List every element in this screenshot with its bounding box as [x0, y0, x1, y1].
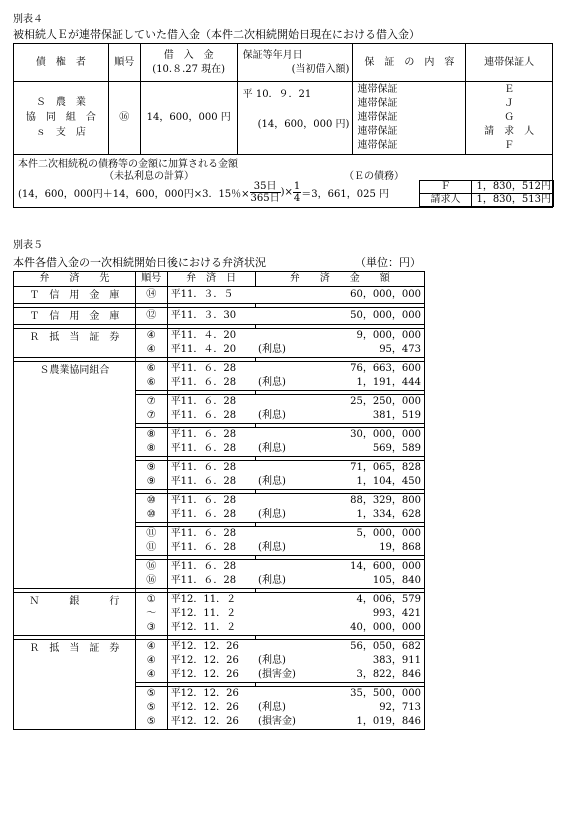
- table5-header-row: [14, 272, 425, 287]
- payee-cell: Ｔ 信 用 金 庫: [14, 287, 136, 304]
- payment-date-cell: 平11．６．28: [167, 508, 255, 523]
- payment-amount: 105，840: [372, 575, 421, 586]
- payment-date-cell: 平11．６．28: [167, 428, 255, 443]
- payment-date-cell: 平11．６．28: [167, 494, 255, 509]
- payment-amount: 30，000，000: [350, 429, 421, 440]
- result-label: 請求人: [420, 194, 472, 207]
- payment-amount: 1，334，628: [356, 509, 421, 520]
- order-no-cell: ④: [135, 343, 167, 358]
- payment-date-cell: 平12．12．26: [167, 640, 255, 655]
- payment-amount-cell: [255, 395, 424, 410]
- payment-amount-cell: [255, 308, 424, 325]
- calc-subheading: （未払利息の計算）: [104, 171, 194, 182]
- payment-amount-cell: [255, 701, 424, 715]
- content-line: 連帯保証: [357, 140, 398, 151]
- payment-note: (利息): [258, 509, 286, 520]
- header-amount: 弁 済 金 額: [255, 272, 424, 287]
- order-no-cell: ⑧: [135, 428, 167, 443]
- order-no-cell: ③: [135, 621, 167, 636]
- payment-amount: 14，600，000: [350, 561, 421, 572]
- payment-date-cell: 平11．６．28: [167, 527, 255, 542]
- payment-amount-cell: [255, 668, 424, 683]
- payment-date-cell: 平12．11．２: [167, 607, 255, 621]
- order-no-cell: ⑯: [135, 574, 167, 589]
- payment-amount: 1，191，444: [356, 377, 421, 388]
- order-no-cell: ⑩: [135, 508, 167, 523]
- guarantor-name: Ｆ: [504, 140, 515, 151]
- payment-date-cell: 平11．４．20: [167, 329, 255, 344]
- payment-date-cell: 平11．６．28: [167, 409, 255, 424]
- payment-note: (利息): [258, 410, 286, 421]
- payment-amount: 25，250，000: [350, 396, 421, 407]
- payment-date-cell: 平12．12．26: [167, 715, 255, 730]
- payment-amount: 3，822，846: [356, 669, 421, 680]
- payment-amount-cell: [255, 715, 424, 730]
- table5-unit: （単位：円）: [355, 256, 421, 269]
- payment-date-cell: 平12．11．２: [167, 621, 255, 636]
- payment-amount-cell: [255, 428, 424, 443]
- header-no: 順号: [135, 272, 167, 287]
- payment-amount-cell: [255, 640, 424, 655]
- payment-date-cell: 平11．６．28: [167, 395, 255, 410]
- table4-title: 被相続人Ｅが連帯保証していた借入金（本件二次相続開始日現在における借入金）: [13, 28, 420, 41]
- guarantor-name: Ｅ: [504, 84, 515, 95]
- order-no-cell: ④: [135, 654, 167, 668]
- payment-amount: 88，329，800: [350, 495, 421, 506]
- payment-amount-cell: [255, 442, 424, 457]
- payment-date-cell: 平11．６．28: [167, 376, 255, 391]
- content-line: 連帯保証: [357, 126, 398, 137]
- guarantors-cell: [466, 82, 553, 155]
- payment-date-cell: 平11．６．28: [167, 560, 255, 575]
- payment-note: (利息): [258, 476, 286, 487]
- order-no-cell: ～: [135, 607, 167, 621]
- guarantee-content-cell: [353, 82, 466, 155]
- amount-cell: 14，600，000 円: [140, 82, 237, 155]
- header-creditor: 債 権 者: [14, 44, 109, 82]
- payment-amount: 569，589: [372, 443, 421, 454]
- payment-date-cell: 平11．４．20: [167, 343, 255, 358]
- payment-amount-cell: [255, 287, 424, 304]
- guarantor-name: 請 求 人: [484, 126, 535, 137]
- payment-amount-cell: [255, 687, 424, 702]
- header-guarantors: 連帯保証人: [466, 44, 553, 82]
- payment-amount: 95，473: [379, 344, 421, 355]
- payment-amount-cell: [255, 607, 424, 621]
- payment-amount: 9，000，000: [356, 330, 421, 341]
- order-no-cell: ⑫: [135, 308, 167, 325]
- payment-note: (損害金): [258, 669, 296, 680]
- content-line: 連帯保証: [357, 98, 398, 109]
- payment-note: (利息): [258, 542, 286, 553]
- payee-cell: Ｓ農業協同組合: [14, 362, 136, 589]
- no-cell: ⑯: [108, 82, 140, 155]
- calc-result-table: [419, 180, 554, 207]
- payee-cell: Ｔ 信 用 金 庫: [14, 308, 136, 325]
- payment-amount: 71，065，828: [350, 462, 421, 473]
- payment-amount-cell: [255, 541, 424, 556]
- order-no-cell: ④: [135, 329, 167, 344]
- payment-amount: 56，050，682: [350, 641, 421, 652]
- fraction-quarter: $\frac{1}{4}$: [293, 181, 301, 204]
- order-no-cell: ⑤: [135, 701, 167, 715]
- payment-row: [14, 308, 425, 325]
- header-no: 順号: [108, 44, 140, 82]
- payment-amount: 1，104，450: [356, 476, 421, 487]
- payment-note: (利息): [258, 377, 286, 388]
- payment-amount: 50，000，000: [350, 310, 421, 321]
- payment-row: [14, 287, 425, 304]
- header-guarantee-content: 保 証 の 内 容: [353, 44, 466, 82]
- calculation-box: [13, 154, 553, 208]
- order-no-cell: ⑦: [135, 409, 167, 424]
- table4-header-row: [14, 44, 553, 82]
- payment-row: [14, 362, 425, 377]
- payment-amount: 5，000，000: [356, 528, 421, 539]
- payment-date-cell: 平11．３．５: [167, 287, 255, 304]
- creditor-cell: Ｓ 農 業 協 同 組 合 ｓ 支 店: [14, 82, 109, 155]
- fraction-days: $\frac{\text{35日}}{\text{365日}}$: [250, 181, 280, 204]
- table5: [13, 271, 425, 730]
- payment-date-cell: 平11．６．28: [167, 541, 255, 556]
- content-line: 連帯保証: [357, 112, 398, 123]
- calc-debtor: （Ｅの債務）: [344, 171, 404, 182]
- payee-cell: Ｎ 銀 行: [14, 593, 136, 636]
- payee-cell: Ｒ 抵 当 証 券: [14, 640, 136, 730]
- payment-date-cell: 平11．３．30: [167, 308, 255, 325]
- payment-amount: 993，421: [372, 608, 421, 619]
- payment-note: (利息): [258, 344, 286, 355]
- payment-date-cell: 平12．11．２: [167, 593, 255, 608]
- payee-cell: Ｒ 抵 当 証 券: [14, 329, 136, 358]
- header-date: 弁 済 日: [167, 272, 255, 287]
- payment-amount-cell: [255, 362, 424, 377]
- payment-date-cell: 平12．12．26: [167, 701, 255, 715]
- guarantor-name: Ｇ: [504, 112, 515, 123]
- result-value: 1，830，512円: [472, 181, 554, 194]
- header-payee: 弁 済 先: [14, 272, 136, 287]
- payment-amount-cell: [255, 508, 424, 523]
- payment-amount-cell: [255, 329, 424, 344]
- payment-row: [14, 640, 425, 655]
- payment-note: (利息): [258, 575, 286, 586]
- table4-data-row: [14, 82, 553, 155]
- order-no-cell: ⑧: [135, 442, 167, 457]
- payment-amount-cell: [255, 494, 424, 509]
- order-no-cell: ④: [135, 668, 167, 683]
- payment-row: [14, 329, 425, 344]
- payment-date-cell: 平11．６．28: [167, 461, 255, 476]
- order-no-cell: ①: [135, 593, 167, 608]
- order-no-cell: ⑯: [135, 560, 167, 575]
- payment-date-cell: 平11．６．28: [167, 475, 255, 490]
- payment-row: [14, 593, 425, 608]
- order-no-cell: ⑩: [135, 494, 167, 509]
- order-no-cell: ⑭: [135, 287, 167, 304]
- payment-date-cell: 平12．12．26: [167, 668, 255, 683]
- table5-label: 別表５: [13, 240, 43, 251]
- payment-amount-cell: [255, 475, 424, 490]
- payment-date-cell: 平12．12．26: [167, 654, 255, 668]
- payment-amount: 381，519: [372, 410, 421, 421]
- payment-amount: 40，000，000: [350, 622, 421, 633]
- payment-note: (利息): [258, 702, 286, 713]
- content-line: 連帯保証: [357, 84, 398, 95]
- payment-amount-cell: [255, 461, 424, 476]
- payment-amount: 1，019，846: [356, 716, 421, 727]
- calc-formula: (14，600，000円＋14，600，000円×3．15％× $\frac{\text{35日}}{\text{365日}}$ )× $\frac{1}{4}$ ＝3，661，025 円: [18, 181, 390, 204]
- guarantor-name: Ｊ: [504, 98, 515, 109]
- order-no-cell: ④: [135, 640, 167, 655]
- payment-amount: 19，868: [379, 542, 421, 553]
- payment-date-cell: 平11．６．28: [167, 362, 255, 377]
- payment-amount-cell: [255, 654, 424, 668]
- payment-date-cell: 平11．６．28: [167, 442, 255, 457]
- payment-date-cell: 平12．12．26: [167, 687, 255, 702]
- payment-amount-cell: [255, 376, 424, 391]
- payment-amount: 4，006，579: [356, 594, 421, 605]
- result-value: 1，830，513円: [472, 194, 554, 207]
- payment-amount: 383，911: [372, 655, 421, 666]
- order-no-cell: ⑤: [135, 687, 167, 702]
- table5-title: 本件各借入金の一次相続開始日後における弁済状況: [13, 256, 266, 269]
- payment-amount-cell: [255, 621, 424, 636]
- payment-amount-cell: [255, 343, 424, 358]
- order-no-cell: ⑥: [135, 376, 167, 391]
- payment-amount-cell: [255, 560, 424, 575]
- result-label: Ｆ: [420, 181, 472, 194]
- payment-note: (利息): [258, 655, 286, 666]
- table4-label: 別表４: [13, 14, 43, 25]
- payment-amount: 92，713: [379, 702, 421, 713]
- payment-date-cell: 平11．６．28: [167, 574, 255, 589]
- payment-amount-cell: [255, 593, 424, 608]
- payment-amount: 35，500，000: [350, 688, 421, 699]
- header-guarantee-date: 保証等年月日 (当初借入額): [237, 44, 353, 82]
- payment-note: (利息): [258, 443, 286, 454]
- payment-amount-cell: [255, 574, 424, 589]
- header-amount: 借 入 金 (10.８.27 現在): [140, 44, 237, 82]
- order-no-cell: ⑥: [135, 362, 167, 377]
- payment-amount: 76，663，600: [350, 363, 421, 374]
- order-no-cell: ⑤: [135, 715, 167, 730]
- table4: [13, 43, 553, 155]
- order-no-cell: ⑨: [135, 475, 167, 490]
- order-no-cell: ⑪: [135, 541, 167, 556]
- order-no-cell: ⑨: [135, 461, 167, 476]
- guarantee-date-cell: 平 10．９．21 (14，600，000 円): [237, 82, 353, 155]
- calc-heading: 本件二次相続税の債務等の金額に加算される金額: [18, 159, 238, 170]
- order-no-cell: ⑪: [135, 527, 167, 542]
- payment-amount-cell: [255, 527, 424, 542]
- payment-amount: 60，000，000: [350, 289, 421, 300]
- order-no-cell: ⑦: [135, 395, 167, 410]
- payment-note: (損害金): [258, 716, 296, 727]
- payment-amount-cell: [255, 409, 424, 424]
